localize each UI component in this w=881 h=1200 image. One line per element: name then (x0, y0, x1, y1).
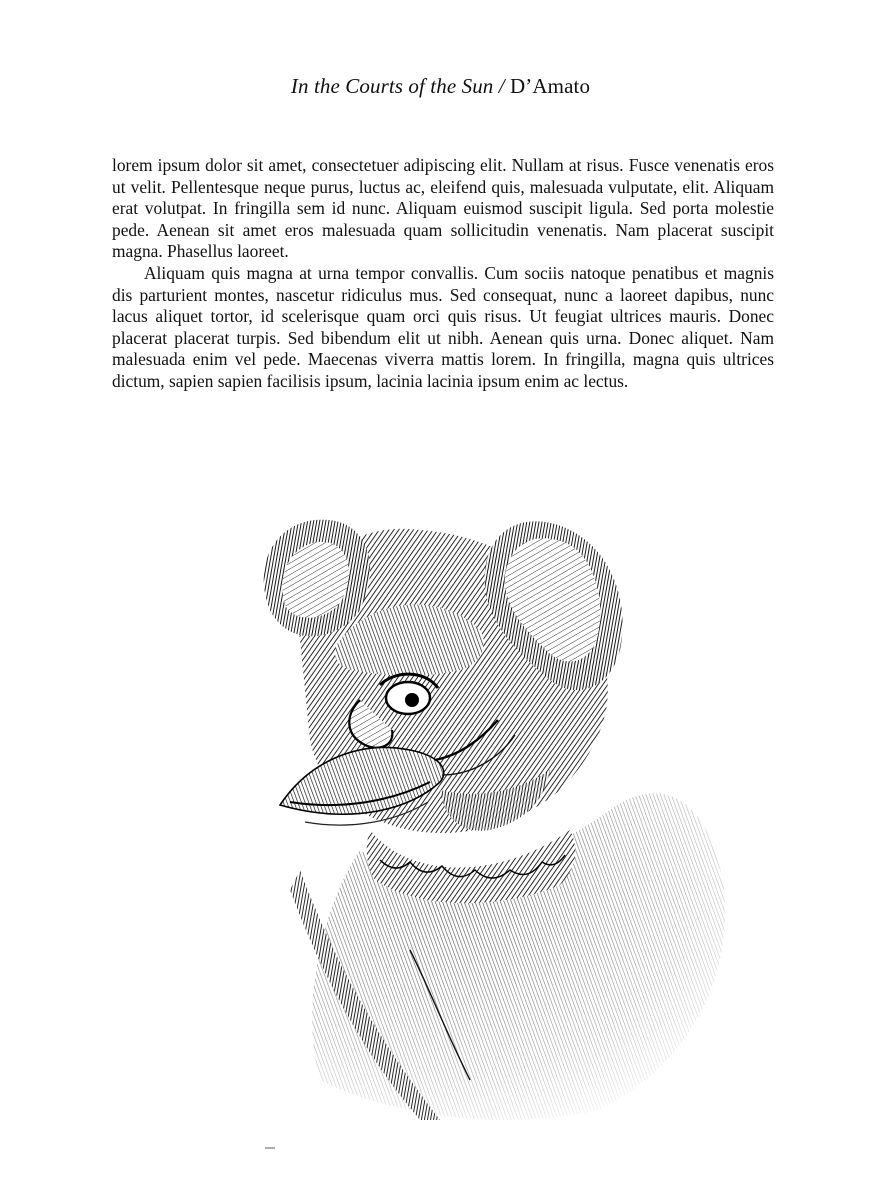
header-separator: / (493, 74, 511, 98)
masked-figure-engraving-icon (180, 430, 740, 1150)
author-name: D’Amato (510, 74, 591, 98)
book-title: In the Courts of the Sun (290, 74, 494, 98)
running-header (0, 72, 881, 100)
paragraph-2: Aliquam quis magna at urna tempor convallis. Cum sociis natoque penatibus et magnis dis parturient montes, nascetur ridiculus mus. Sed consequat, nunc a laoreet dapibus, nunc lacus aliquet tortor, id scelerisque quam orci quis risus. Ut feugiat ultrices mauris. Donec placerat placerat turpis. Sed bibendum elit ut nibh. Aenean quis urna. Donec aliquet. Nam malesuada enim vel pede. Maecenas viverra mattis lorem. In fringilla, magna quis ultrices dictum, sapien sapien facilisis ipsum, lacinia lacinia ipsum enim ac lectus. (112, 262, 774, 391)
body-text (112, 155, 774, 393)
engraving-illustration (180, 430, 740, 1150)
paragraph-1: lorem ipsum dolor sit amet, consectetuer adipiscing elit. Nullam at risus. Fusce venenatis eros ut velit. Pellentesque neque purus, luctus ac, eleifend quis, malesuada vulputate, elit. Aliquam erat volutpat. In fringilla sem id nunc. Aliquam euismod suscipit ligula. Sed porta molestie pede. Aenean sit amet eros malesuada quam sollicitudin venenatis. Nam placerat suscipit magna. Phasellus laoreet. (112, 155, 774, 262)
